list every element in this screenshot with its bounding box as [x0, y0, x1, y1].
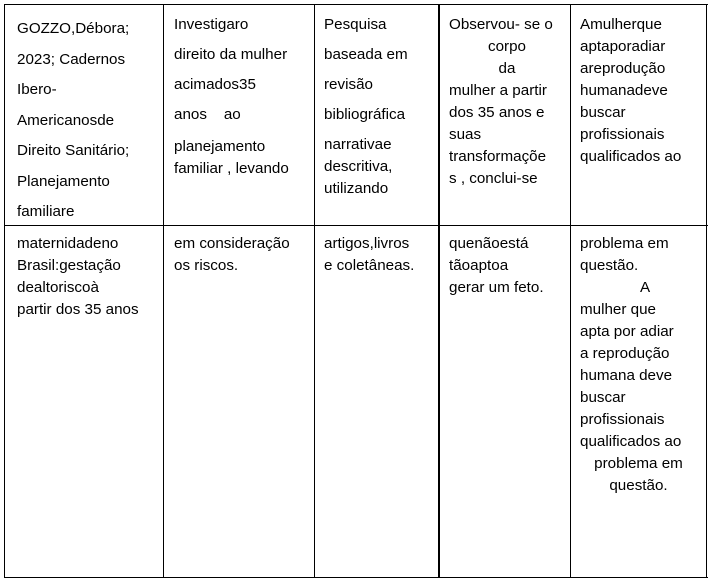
- text-line: transformaçõe: [449, 148, 547, 165]
- word: alto: [33, 279, 59, 296]
- word: acima: [174, 76, 215, 93]
- text-line: da: [498, 60, 516, 77]
- word: mulher: [590, 16, 637, 33]
- word: artigos,: [324, 235, 374, 252]
- text-line: gerar um feto.: [449, 279, 544, 296]
- word: à: [90, 279, 99, 296]
- word: ao: [223, 106, 241, 123]
- word: de: [17, 279, 34, 296]
- text-line: buscar: [580, 389, 626, 406]
- word: familiar: [17, 203, 66, 220]
- text-line: humana deve: [580, 367, 673, 384]
- text-line: mulher que: [580, 301, 656, 318]
- text-line: [17, 277, 155, 299]
- text-line: A: [640, 279, 651, 296]
- text-line: [17, 197, 155, 228]
- table-cell-methodology: [324, 14, 429, 200]
- text-line: suas: [449, 126, 482, 143]
- word: no: [101, 235, 119, 252]
- table-cell-conclusion-cont: [580, 233, 697, 497]
- text-line: Observou- se o: [449, 16, 553, 33]
- text-line: [580, 58, 697, 80]
- table-cell-reference: [17, 14, 155, 228]
- text-line: revisão: [324, 76, 373, 93]
- table-border-right: [706, 4, 707, 578]
- text-line: [449, 233, 562, 255]
- word: tão: [449, 257, 471, 274]
- text-line: [324, 233, 430, 255]
- text-line: questão.: [580, 257, 639, 274]
- word: Investigar: [174, 16, 240, 33]
- word: risco: [58, 279, 91, 296]
- word: descritiva: [324, 158, 389, 175]
- text-line: [17, 45, 155, 76]
- text-line: Ibero-: [17, 81, 57, 98]
- word: A: [580, 16, 591, 33]
- table-col-divider-3: [438, 4, 440, 578]
- text-line: problema em: [580, 235, 669, 252]
- text-line: [174, 104, 306, 136]
- text-line: apta por adiar: [580, 323, 674, 340]
- text-line: direito da mulher: [174, 46, 288, 63]
- word: de: [97, 111, 115, 129]
- text-line: s , conclui-se: [449, 170, 538, 187]
- word: narrativa: [324, 136, 384, 153]
- text-line: [324, 134, 429, 156]
- text-line: problema em: [594, 455, 683, 472]
- text-line: a reprodução: [580, 345, 670, 362]
- text-line: dos 35 anos e: [449, 104, 545, 121]
- word: dos: [214, 76, 240, 93]
- text-line: em consideração: [174, 235, 290, 252]
- text-line: [17, 255, 155, 277]
- word: não: [474, 235, 500, 252]
- text-line: profissionais: [580, 411, 665, 428]
- table-cell-objective-cont: [174, 233, 308, 277]
- text-line: buscar: [580, 104, 626, 121]
- text-line: planejamento: [174, 138, 266, 155]
- text-line: [580, 80, 697, 102]
- word: está: [499, 235, 529, 252]
- text-line: [174, 74, 306, 104]
- table-cell-results-cont: [449, 233, 562, 299]
- word: Americanos: [17, 111, 98, 129]
- word: reprodução: [588, 60, 666, 77]
- text-line: [174, 14, 306, 44]
- word: 35: [239, 76, 256, 93]
- word: que: [449, 235, 475, 252]
- text-line: questão.: [609, 477, 668, 494]
- word: ,: [388, 158, 393, 175]
- word: o: [239, 16, 249, 33]
- text-line: [324, 156, 429, 178]
- table-cell-methodology-cont: [324, 233, 430, 277]
- table-cell-conclusion: [580, 14, 697, 168]
- text-line: profissionais: [580, 126, 665, 143]
- text-line: corpo: [488, 38, 526, 55]
- text-line: partir dos 35 anos: [17, 301, 139, 318]
- table-cell-results: [449, 14, 565, 190]
- text-line: familiar , levando: [174, 160, 289, 177]
- word: a: [580, 60, 589, 77]
- word: que: [636, 16, 662, 33]
- word: por: [609, 38, 632, 55]
- table-col-divider-2: [314, 4, 315, 578]
- word: apto: [470, 257, 500, 274]
- text-line: utilizando: [324, 180, 389, 197]
- word: e: [383, 136, 392, 153]
- text-line: Pesquisa: [324, 16, 387, 33]
- word: deve: [634, 82, 668, 99]
- text-line: mulher a partir: [449, 82, 547, 99]
- text-line: Direito Sanitário;: [17, 142, 130, 159]
- word: a: [499, 257, 509, 274]
- word: Brasil:: [17, 257, 60, 274]
- text-line: [580, 36, 697, 58]
- word: 2023;: [17, 50, 56, 68]
- table-border-top: [4, 4, 708, 5]
- table-col-divider-1: [163, 4, 164, 578]
- text-line: [17, 14, 155, 45]
- word: livros: [373, 235, 410, 252]
- text-line: [580, 14, 697, 36]
- table-border-left: [4, 4, 5, 578]
- word: maternidade: [17, 235, 102, 252]
- text-line: bibliográfica: [324, 106, 406, 123]
- text-line: os riscos.: [174, 257, 239, 274]
- text-line: [17, 233, 155, 255]
- text-line: qualificados ao: [580, 433, 682, 450]
- table-border-bottom: [4, 577, 708, 578]
- text-line: qualificados ao: [580, 148, 682, 165]
- word: apta: [580, 38, 610, 55]
- text-line: Planejamento: [17, 172, 110, 190]
- text-line: e coletâneas.: [324, 257, 415, 274]
- word: gestação: [59, 257, 121, 274]
- table-cell-objective: [174, 14, 306, 180]
- table-cell-reference-cont: [17, 233, 155, 321]
- text-line: baseada em: [324, 46, 408, 63]
- word: e: [65, 203, 75, 220]
- table-col-divider-4: [570, 4, 571, 578]
- text-line: [17, 106, 155, 137]
- word: adiar: [631, 38, 666, 55]
- word: anos: [174, 106, 207, 123]
- word: GOZZO,: [17, 20, 76, 37]
- text-line: [449, 255, 562, 277]
- word: Cadernos: [59, 50, 126, 68]
- word: Débora;: [75, 20, 130, 37]
- word: humana: [580, 82, 635, 99]
